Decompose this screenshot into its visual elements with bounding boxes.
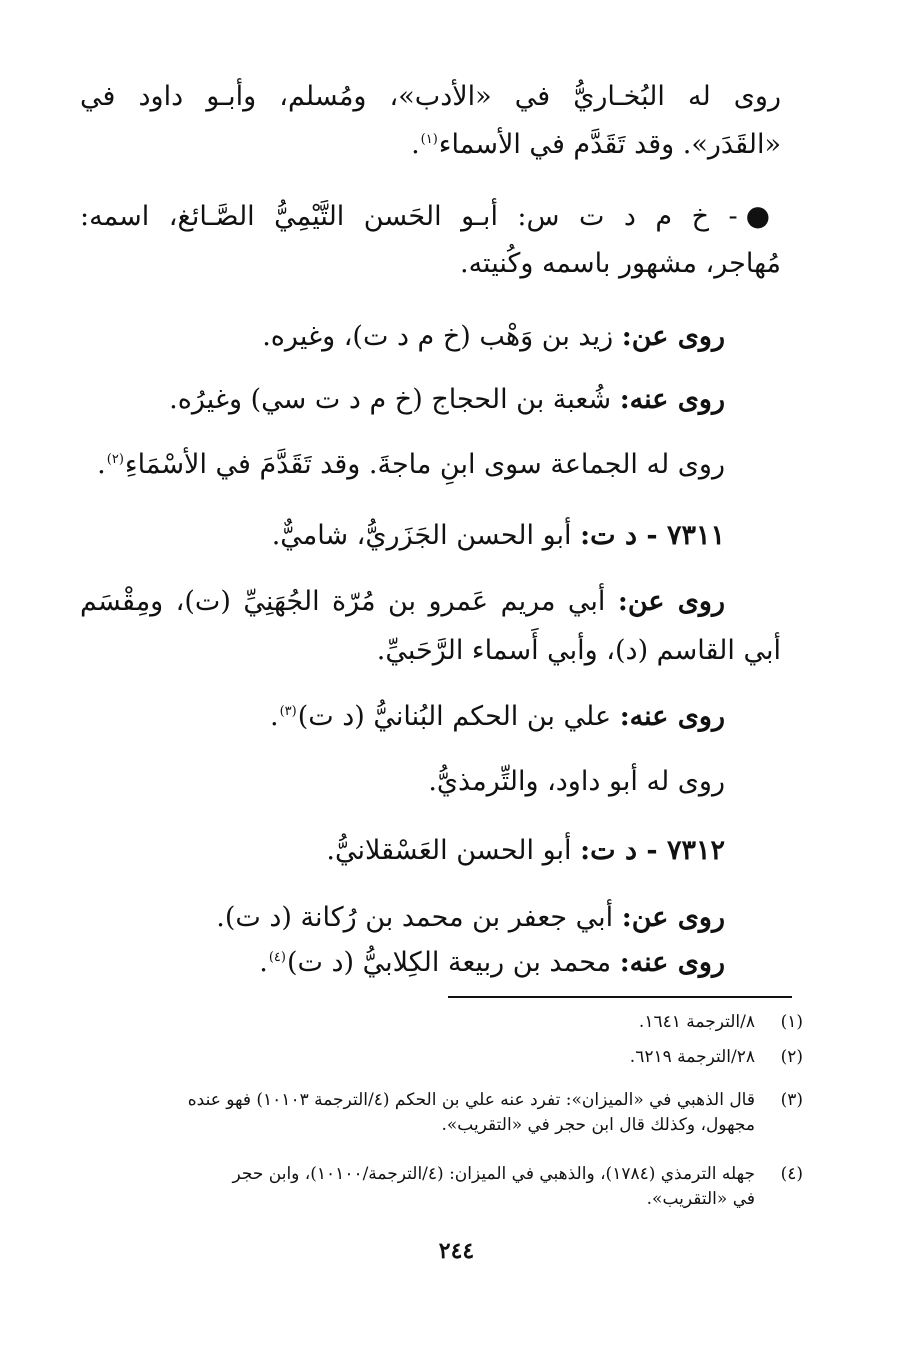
page-number: ٢٤٤ [438, 1238, 475, 1264]
text-line-qasim: أبي القاسم (د)، وأبي أَسماء الرَّحَبيِّ. [376, 635, 781, 666]
rawa-anhu-line-3: روى عنه: محمد بن ربيعة الكِلابيُّ (د ت)$^{(٤)}$. [259, 947, 725, 978]
rawa-anhu-label: روى عنه: [619, 384, 725, 415]
footnote-divider [448, 996, 792, 998]
footnote-2: (٢)٢٨/الترجمة ٦٢١٩. [629, 1047, 803, 1067]
entry-number-7312: ٧٣١٢ - د ت: [580, 835, 725, 866]
text-line-muhajir: مُهاجر، مشهور باسمه وكُنيته. [459, 248, 781, 279]
rawa-an-label: روى عن: [617, 586, 725, 617]
rawa-an-label: روى عن: [621, 902, 725, 933]
footnote-3: (٣)قال الذهبي في «الميزان»: تفرد عنه علي بن الحكم (٤/الترجمة ١٠١٠٣) فهو عنده مجهول، وكذلك قال ابن حجر في «التقريب». [187, 1090, 803, 1135]
rawa-anhu-line-2: روى عنه: علي بن الحكم البُنانيُّ (د ت)$^{(٣)}$. [270, 701, 725, 732]
rawa-an-label: روى عن: [621, 321, 725, 352]
rawa-anhu-label: روى عنه: [619, 947, 725, 978]
rawa-an-line-3: روى عن: أبي جعفر بن محمد بن رُكانة (د ت). [216, 902, 725, 933]
entry-number-7311: ٧٣١١ - د ت: [580, 520, 725, 551]
footnote-ref-4[interactable]: (٤) [268, 950, 286, 965]
footnote-4: (٤)جهله الترمذي (١٧٨٤)، والذهبي في الميزان: (٤/الترجمة/١٠١٠٠)، وابن حجر في «التقريب». [232, 1164, 803, 1209]
footnote-ref-3[interactable]: (٣) [279, 704, 297, 719]
footnote-ref-2[interactable]: (٢) [106, 452, 124, 467]
text-line-tirmidhi: روى له أبو داود، والتِّرمذيُّ. [428, 766, 725, 797]
rawa-an-line-1: روى عن: زيد بن وَهْب (خ م د ت)، وغيره. [262, 321, 725, 352]
rawa-an-line-2: روى عن: أبي مريم عَمرو بن مُرّة الجُهَنِيِّ (ت)، ومِقْسَم [80, 586, 725, 617]
text-line-2: «القَدَر». وقد تَقَدَّم في الأسماء$^{(١)}$. [411, 129, 781, 160]
black-circle-icon: ● [745, 199, 781, 232]
text-line-jamaa: روى له الجماعة سوى ابنِ ماجةَ. وقد تَقَدَّمَ في الأسْمَاءِ$^{(٢)}$. [97, 449, 725, 480]
entry-header-taymi: ●- خ م د ت س: أبـو الحَسن التَّيْمِيُّ الصَّـائغ، اسمه: [80, 199, 781, 232]
text-line-1: روى له البُخـاريُّ في «الأدب»، ومُسلم، وأبـو داود في [80, 81, 781, 112]
footnote-ref-1[interactable]: (١) [420, 132, 438, 147]
footnote-1: (١)٨/الترجمة ١٦٤١. [638, 1012, 803, 1032]
rawa-anhu-label: روى عنه: [619, 701, 725, 732]
entry-7312: ٧٣١٢ - د ت: أبو الحسن العَسْقلانيُّ. [326, 835, 725, 866]
rawa-anhu-line-1: روى عنه: شُعبة بن الحجاج (خ م د ت سي) وغيرُه. [169, 384, 725, 415]
entry-7311: ٧٣١١ - د ت: أبو الحسن الجَزَريُّ، شاميٌّ. [271, 520, 725, 551]
